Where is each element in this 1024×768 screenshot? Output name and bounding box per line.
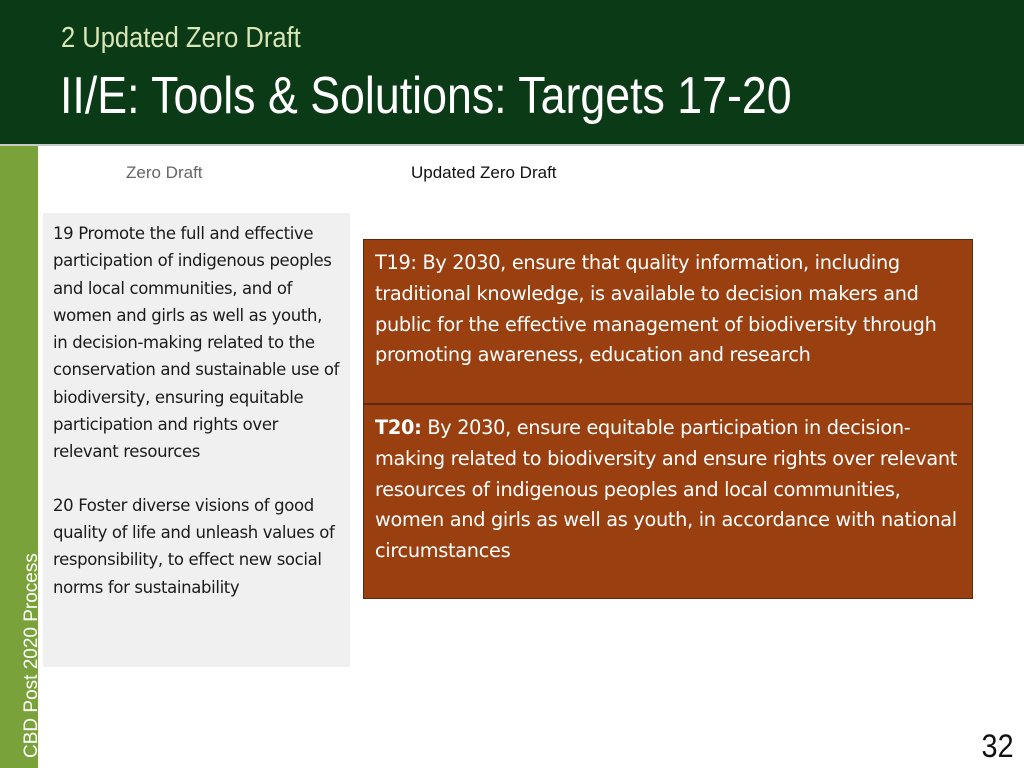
page-number: 32 (981, 728, 1014, 764)
target-19-text: T19: By 2030, ensure that quality information, including traditional knowledge, is available to decision makers and public for the effective management of biodiversity through promoting awareness, education and research (375, 251, 937, 367)
target-20-box (363, 404, 973, 599)
slide-header (0, 0, 1024, 146)
zero-draft-item-20: 20 Foster diverse visions of good quality of life and unleash values of responsibility, to effect new social norms for sustainability (53, 495, 335, 597)
target-20-label: T20: (375, 416, 422, 439)
sidebar-label: CBD Post 2020 Process (21, 553, 42, 758)
zero-draft-box (43, 213, 350, 667)
header-divider (0, 144, 1024, 146)
target-19-box (363, 239, 973, 404)
zero-draft-item-19: 19 Promote the full and effective participation of indigenous peoples and local communities, and of women and girls as well as youth, in decision-making related to the conservation and sustainable use of biodiversity, ensuring equitable participation and rights over relevant resources (53, 224, 340, 462)
slide-title: II/E: Tools & Solutions: Targets 17-20 (60, 67, 792, 125)
target-20-text: By 2030, ensure equitable participation in decision-making related to biodiversity and ensure rights over relevant resources of indigenous peoples and local communities, women and girls as well as youth, in accordance with national circumstances (375, 416, 958, 563)
updated-zero-draft-heading: Updated Zero Draft (411, 163, 557, 182)
zero-draft-heading: Zero Draft (126, 163, 203, 182)
slide-subtitle: 2 Updated Zero Draft (61, 22, 301, 54)
